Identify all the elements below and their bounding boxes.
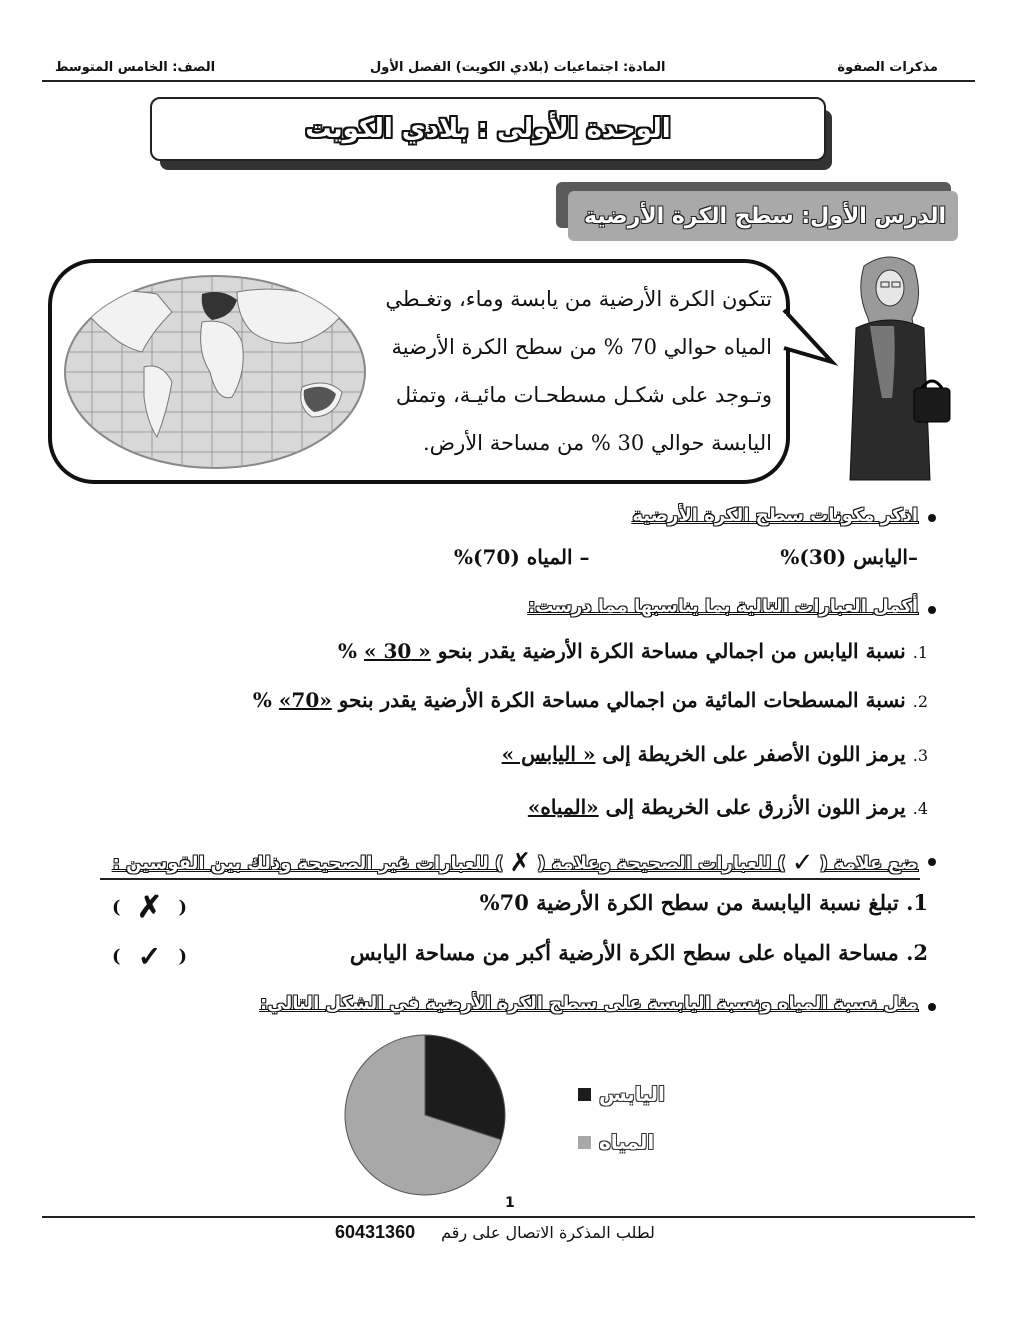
- q3-heading-part: ) للعبارات غير الصحيحة وذلك بين القوسين :: [112, 852, 504, 874]
- teacher-icon: [826, 248, 958, 488]
- q2-item-number: 3.: [912, 746, 928, 765]
- q2-item-answer: «المياه»: [527, 795, 599, 819]
- q2-item-text: يرمز اللون الأزرق على الخريطة إلى: [605, 795, 906, 819]
- legend-item-land: [578, 1082, 665, 1106]
- q3-heading: [113, 848, 918, 878]
- q2-item: [253, 688, 928, 712]
- paren-open: (: [178, 897, 187, 918]
- lesson-title: الدرس الأول: سطح الكرة الأرضية: [583, 203, 946, 229]
- pie-chart: [340, 1032, 520, 1202]
- q3-answer-box: [112, 890, 187, 925]
- q2-item-suffix: %: [252, 688, 272, 712]
- cross-icon: ✗: [136, 890, 163, 925]
- footer-divider: [42, 1216, 975, 1218]
- q3-item-text: تبلغ نسبة اليابسة من سطح الكرة الأرضية 70%: [479, 890, 899, 915]
- q2-item-text: يرمز اللون الأصفر على الخريطة إلى: [602, 742, 906, 766]
- q2-item-text: نسبة المسطحات المائية من اجمالي مساحة الكرة الأرضية يقدر بنحو: [338, 688, 906, 712]
- q2-item-answer: « اليابس »: [501, 742, 596, 766]
- intro-line: المياه حوالي 70 % من سطح الكرة الأرضية: [391, 335, 772, 359]
- cross-icon: ✗: [509, 848, 532, 878]
- header-publisher: مذكرات الصفوة: [837, 60, 938, 75]
- q3-divider: [100, 878, 920, 880]
- lesson-title-box: [568, 191, 958, 241]
- q2-item-number: 2.: [912, 692, 928, 711]
- q2-item-text: نسبة اليابس من اجمالي مساحة الكرة الأرضية يقدر بنحو: [437, 639, 906, 663]
- q2-item-number: 1.: [912, 643, 928, 662]
- legend-label: المياه: [599, 1130, 655, 1154]
- q3-item: [350, 940, 928, 965]
- q2-item: [528, 795, 928, 819]
- legend-swatch: [578, 1088, 591, 1101]
- q1-answer-water: – المياه (70)%: [454, 545, 590, 569]
- checkmark-icon: ✓: [137, 940, 162, 973]
- q3-item: [480, 890, 928, 915]
- q3-answer-box: [112, 940, 187, 973]
- q3-heading-part: ) للعبارات الصحيحة وعلامة (: [537, 852, 786, 874]
- intro-line: تتكون الكرة الأرضية من يابسة وماء، وتغـطي: [385, 287, 772, 311]
- legend-item-water: [578, 1130, 654, 1154]
- q3-item-number: 2.: [906, 940, 928, 965]
- q2-item-suffix: %: [338, 639, 358, 663]
- q4-heading: مثل نسبة المياه ونسبة اليابسة على سطح الكرة الأرضية في الشكل التالي:: [260, 993, 918, 1014]
- legend-label: اليابس: [599, 1082, 665, 1106]
- q2-item-answer: «70»: [278, 688, 332, 712]
- checkmark-icon: ✓: [791, 848, 814, 878]
- footer: [335, 1222, 655, 1243]
- paren-close: ): [112, 897, 121, 918]
- header-subject: المادة: اجتماعيات (بلادي الكويت) الفصل الأول: [370, 60, 666, 75]
- bullet-icon: [928, 1003, 936, 1011]
- unit-title-box: [150, 97, 826, 161]
- intro-line: وتـوجد على شكـل مسطحـات مائيـة، وتمثل: [395, 383, 772, 407]
- q1-heading: اذكر مكونات سطح الكرة الأرضية: [632, 505, 918, 526]
- unit-title: الوحدة الأولى : بلادي الكويت: [305, 114, 671, 144]
- bullet-icon: [928, 858, 936, 866]
- q2-item: [502, 742, 928, 766]
- footer-text: لطلب المذكرة الاتصال على رقم: [441, 1223, 655, 1242]
- legend-swatch: [578, 1136, 591, 1149]
- footer-phone: 60431360: [335, 1222, 416, 1242]
- intro-paragraph: [352, 275, 772, 467]
- world-map-icon: [62, 272, 368, 472]
- intro-line: اليابسة حوالي 30 % من مساحة الأرض.: [423, 431, 772, 455]
- paren-open: (: [178, 946, 187, 967]
- bullet-icon: [928, 606, 936, 614]
- paren-close: ): [112, 946, 121, 967]
- q3-heading-part: ضع علامة (: [819, 852, 918, 874]
- page-number: 1: [505, 1195, 515, 1211]
- q1-answer-land: –اليابس (30)%: [780, 545, 918, 569]
- bullet-icon: [928, 514, 936, 522]
- q2-item: [338, 639, 928, 663]
- q3-item-number: 1.: [906, 890, 928, 915]
- q2-item-number: 4.: [912, 799, 928, 818]
- q2-heading: أكمل العبارات التالية بما يناسبها مما درست:: [528, 596, 918, 617]
- q2-item-answer: « 30 »: [364, 639, 431, 663]
- header-grade: الصف: الخامس المتوسط: [55, 60, 216, 75]
- q3-item-text: مساحة المياه على سطح الكرة الأرضية أكبر من مساحة اليابس: [349, 940, 899, 965]
- header-divider: [42, 80, 975, 82]
